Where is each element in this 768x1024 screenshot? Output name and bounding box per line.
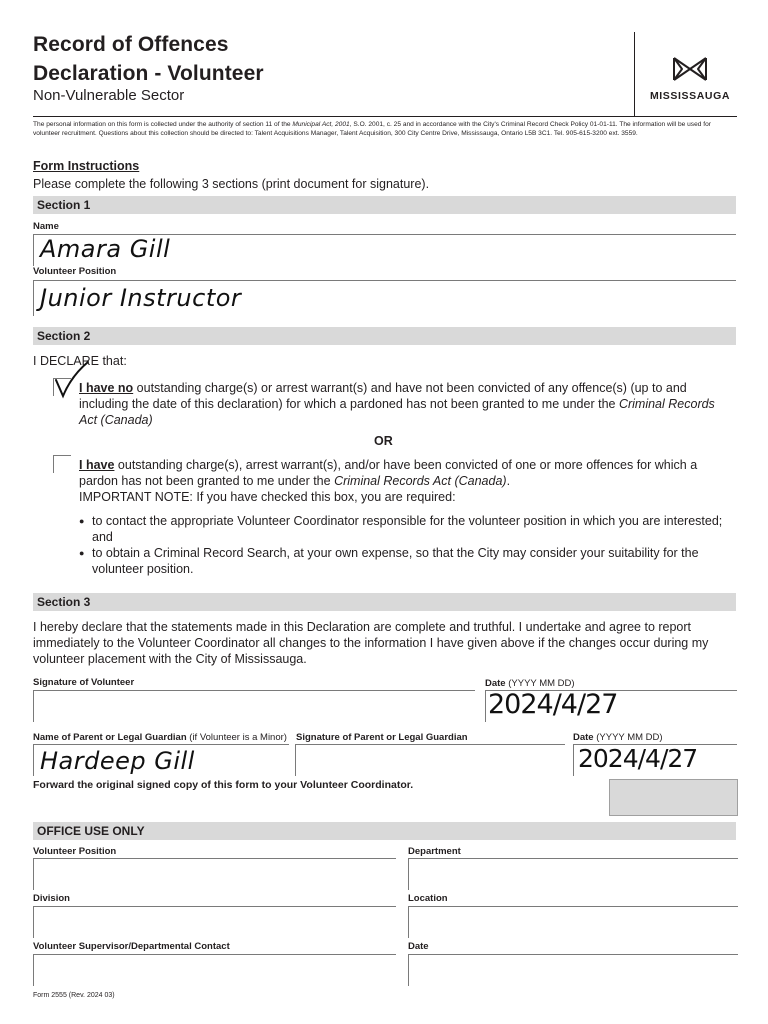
guardian-name-label: Name of Parent or Legal Guardian (if Volunteer is a Minor) (33, 732, 287, 743)
name-value: Amara Gill (40, 235, 171, 263)
position-field[interactable] (33, 280, 736, 316)
date-label: Date (YYYY MM DD) (485, 678, 575, 689)
office-position-label: Volunteer Position (33, 846, 117, 857)
list-item: ● to contact the appropriate Volunteer Coordinator responsible for the volunteer position in which you are interested; and (79, 513, 734, 545)
volunteer-signature-label: Signature of Volunteer (33, 677, 135, 688)
name-label: Name (33, 221, 59, 232)
section3-header: Section 3 (33, 593, 736, 611)
page-title: Record of Offences Declaration - Volunteer (33, 33, 264, 85)
section2-header: Section 2 (33, 327, 736, 345)
privacy-notice: The personal information on this form is collected under the authority of section 11 of the Municipal Act, 2001, S.O. 2001, c. 25 and in accordance with the City's Criminal Record Check Policy 01-01-11. The information will be used for volunteer recruitment. Questions about this collection should be directed to: Talent Acquisitions Manager, Talent Acquisition, 300 City Centre Drive, Mississauga, Ontario L5B 3C1. Tel. 905-615-3200 ext. 3559. (33, 121, 711, 137)
date-label-2: Date (YYYY MM DD) (573, 732, 663, 743)
office-location-field[interactable] (408, 906, 738, 938)
requirements-list (79, 513, 734, 577)
no-offences-text: I have no outstanding charge(s) or arrest warrant(s) and have not been convicted of any offence(s) (up to and including the date of this declaration) for which a pardoned has not been granted to me under the Criminal Records Act (Canada) (79, 381, 715, 427)
logo-wordmark: MISSISSAUGA (649, 90, 731, 102)
form-number: Form 2555 (Rev. 2024 03) (33, 992, 115, 999)
page-subtitle: Non-Vulnerable Sector (33, 87, 185, 104)
name-field[interactable] (33, 234, 736, 266)
mississauga-logo (645, 55, 735, 102)
office-date-label: Date (408, 941, 429, 952)
office-division-label: Division (33, 893, 70, 904)
office-position-field[interactable] (33, 858, 396, 890)
office-division-field[interactable] (33, 906, 396, 938)
instructions-text: Please complete the following 3 sections (print document for signature). (33, 177, 430, 191)
office-supervisor-field[interactable] (33, 954, 396, 986)
has-offences-checkbox[interactable] (53, 455, 71, 473)
volunteer-date-value: 2024/4/27 (488, 689, 618, 720)
guardian-signature-label: Signature of Parent or Legal Guardian (296, 732, 468, 743)
declaration-statement: I hereby declare that the statements made in this Declaration are complete and truthful. I undertake and agree to report immediately to the Volunteer Coordinator all changes to the information I have given above if the changes occur during my volunteer placement with the City of Mississauga. (33, 620, 709, 666)
guardian-name-field[interactable] (33, 744, 289, 776)
declare-text: I DECLARE that: (33, 354, 127, 368)
volunteer-date-field[interactable] (485, 690, 737, 722)
office-department-field[interactable] (408, 858, 738, 890)
guardian-date-field[interactable] (573, 744, 737, 776)
submit-box[interactable] (609, 779, 738, 816)
forward-note: Forward the original signed copy of this form to your Volunteer Coordinator. (33, 779, 414, 791)
section1-header: Section 1 (33, 196, 736, 214)
instructions-heading: Form Instructions (33, 159, 140, 173)
guardian-signature-field[interactable] (295, 744, 565, 776)
office-supervisor-label: Volunteer Supervisor/Departmental Contact (33, 941, 230, 952)
has-offences-text: I have outstanding charge(s), arrest warrant(s), and/or have been convicted of one or more offences for which a pardon has not been granted to me under the Criminal Records Act (Canada). IMPORTANT NOTE: If you have checked this box, you are required: (79, 458, 698, 504)
volunteer-signature-field[interactable] (33, 690, 475, 722)
header-rule (33, 116, 737, 117)
guardian-name-value: Hardeep Gill (40, 747, 195, 775)
office-use-header: OFFICE USE ONLY (33, 822, 736, 840)
guardian-date-value: 2024/4/27 (578, 744, 698, 773)
header-divider (634, 32, 635, 116)
position-label: Volunteer Position (33, 266, 117, 277)
list-item: ● to obtain a Criminal Record Search, at your own expense, so that the City may consider your suitability for the volunteer position. (79, 545, 734, 577)
office-location-label: Location (408, 893, 448, 904)
or-separator: OR (374, 434, 393, 448)
office-date-field[interactable] (408, 954, 738, 986)
position-value: Junior Instructor (40, 284, 242, 312)
mississauga-logo-icon (670, 55, 710, 83)
office-department-label: Department (408, 846, 461, 857)
